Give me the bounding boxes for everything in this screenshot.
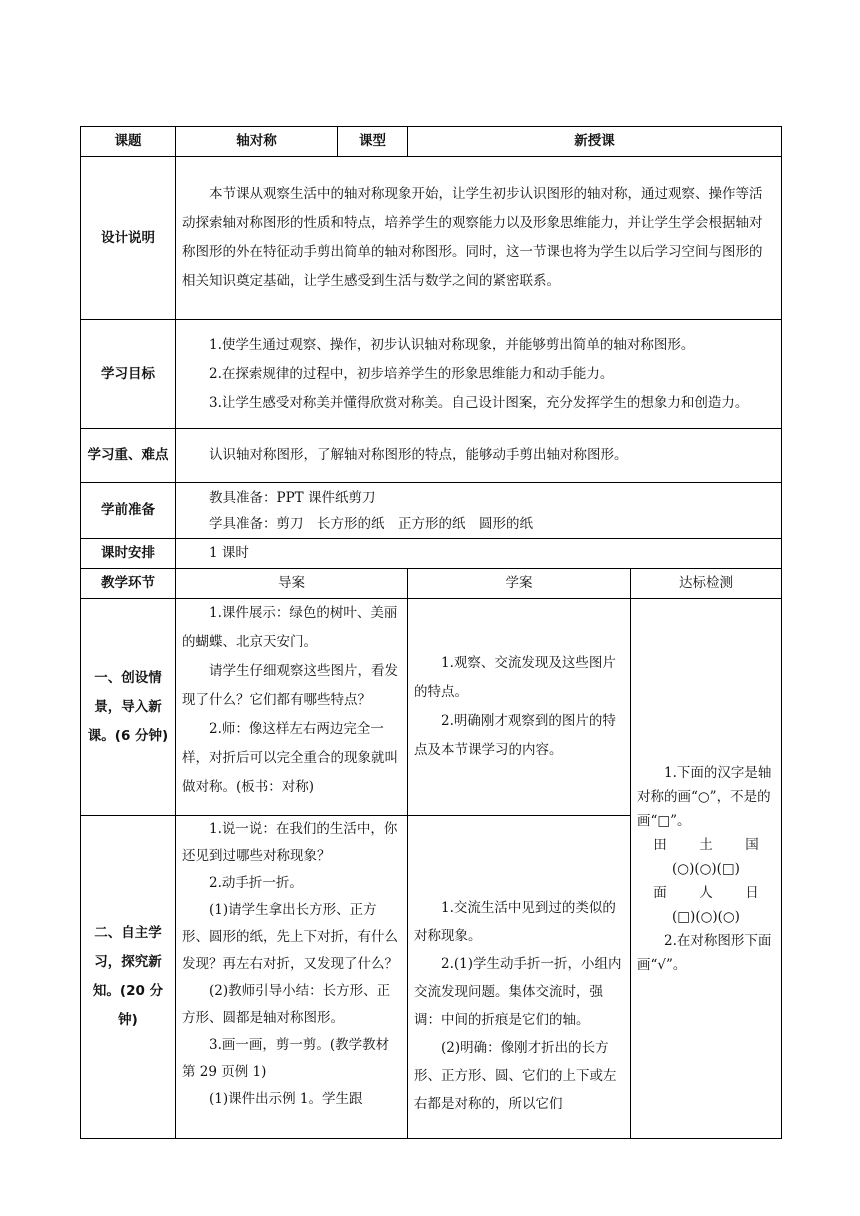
section2-label: 二、自主学习，探究新知。(20 分钟) — [81, 816, 176, 1139]
topic-value: 轴对称 — [176, 127, 338, 157]
design-row — [81, 157, 782, 320]
section1-guide-p1: 1.课件展示：绿色的树叶、美丽的蝴蝶、北京天安门。 — [182, 605, 398, 650]
prep-row — [81, 483, 782, 539]
char-ren: 人 — [699, 884, 713, 901]
section1-study — [408, 599, 631, 816]
goal-item-3: 3.让学生感受对称美并懂得欣赏对称美。自己设计图案，充分发挥学生的想象力和创造力。 — [209, 394, 749, 411]
goals-row — [81, 320, 782, 429]
lesson-plan-table — [80, 126, 782, 1139]
section2-guide-p5: 3.画一画，剪一剪。(教学教材第 29 页例 1) — [182, 1037, 390, 1080]
topic-label: 课题 — [81, 127, 176, 157]
section2-guide — [176, 816, 408, 1139]
section2-guide-p2: 2.动手折一折。 — [209, 875, 303, 891]
prep-teacher: 教具准备：PPT 课件纸剪刀 — [209, 489, 376, 506]
section2-guide-p6: (1)课件出示例 1。学生跟 — [209, 1091, 363, 1107]
check-q2: 2.在对称图形下面画“√”。 — [637, 932, 772, 973]
keypoints-cell — [176, 429, 782, 483]
char-ri: 日 — [745, 884, 759, 901]
prep-cell — [176, 483, 782, 539]
schedule-cell — [176, 539, 782, 569]
check-row1-chars — [637, 833, 775, 857]
check-row2-marks: (□)(○)(○) — [672, 908, 740, 925]
schedule-row — [81, 539, 782, 569]
design-label: 设计说明 — [81, 157, 176, 320]
header-row — [81, 127, 782, 157]
section2-study-p3: (2)明确：像刚才折出的长方形、正方形、圆、它们的上下或左右都是对称的，所以它们 — [414, 1040, 617, 1112]
section2-guide-p3: (1)请学生拿出长方形、正方形、圆形的纸，先上下对折，有什么发现？再左右对折，又发现了什么？ — [182, 902, 398, 972]
prep-student: 学具准备：剪刀 长方形的纸 正方形的纸 圆形的纸 — [209, 515, 533, 532]
col-study: 学案 — [408, 569, 631, 599]
section1-guide — [176, 599, 408, 816]
check-row2-chars — [637, 881, 775, 905]
section1-guide-p2: 请学生仔细观察这些图片，看发现了什么？它们都有哪些特点？ — [182, 663, 398, 708]
type-value: 新授课 — [408, 127, 782, 157]
section1-row — [81, 599, 782, 816]
section2-study-p1: 1.交流生活中见到过的类似的对称现象。 — [414, 900, 616, 944]
design-text-cell — [176, 157, 782, 320]
type-label: 课型 — [338, 127, 408, 157]
char-mian: 面 — [653, 884, 667, 901]
schedule-value: 1 课时 — [209, 545, 249, 561]
section2-guide-p4: (2)教师引导小结：长方形、正方形、圆都是轴对称图形。 — [182, 983, 391, 1026]
check-q1: 1.下面的汉字是轴对称的画“○”，不是的画“□”。 — [637, 764, 772, 829]
section1-label: 一、创设情景，导入新课。(6 分钟) — [81, 599, 176, 816]
goal-item-2: 2.在探索规律的过程中，初步培养学生的形象思维能力和动手能力。 — [209, 365, 614, 382]
keypoints-text: 认识轴对称图形，了解轴对称图形的特点，能够动手剪出轴对称图形。 — [209, 447, 628, 463]
section1-study-p1: 1.观察、交流发现及这些图片的特点。 — [414, 655, 616, 700]
goals-label: 学习目标 — [81, 320, 176, 429]
schedule-label: 课时安排 — [81, 539, 176, 569]
col-stage: 教学环节 — [81, 569, 176, 599]
col-check: 达标检测 — [631, 569, 782, 599]
section1-guide-p3: 2.师：像这样左右两边完全一样，对折后可以完全重合的现象就叫做对称。(板书：对称) — [182, 721, 398, 795]
section2-study-p2: 2.(1)学生动手折一折，小组内交流发现问题。集体交流时，强调：中间的折痕是它们的轴。 — [414, 956, 622, 1028]
check-cell — [631, 599, 782, 1139]
columns-row — [81, 569, 782, 599]
char-tu: 土 — [699, 836, 713, 853]
design-text: 本节课从观察生活中的轴对称现象开始，让学生初步认识图形的轴对称，通过观察、操作等活动探索轴对称图形的性质和特点，培养学生的观察能力以及形象思维能力，并让学生学会根据轴对称图形的外在特征动手剪出简单的轴对称图形。同时，这一节课也将为学生以后学习空间与图形的相关知识奠定基础，让学生感受到生活与数学之间的紧密联系。 — [182, 186, 763, 289]
check-row1-marks: (○)(○)(□) — [672, 860, 740, 877]
keypoints-row — [81, 429, 782, 483]
prep-label: 学前准备 — [81, 483, 176, 539]
goals-cell — [176, 320, 782, 429]
char-tian: 田 — [653, 836, 667, 853]
col-guide: 导案 — [176, 569, 408, 599]
char-guo: 国 — [745, 836, 759, 853]
keypoints-label: 学习重、难点 — [81, 429, 176, 483]
section2-study — [408, 816, 631, 1139]
section1-study-p2: 2.明确刚才观察到的图片的特点及本节课学习的内容。 — [414, 713, 616, 758]
section2-guide-p1: 1.说一说：在我们的生活中，你还见到过哪些对称现象？ — [182, 821, 398, 864]
goal-item-1: 1.使学生通过观察、操作，初步认识轴对称现象，并能够剪出简单的轴对称图形。 — [209, 336, 695, 353]
